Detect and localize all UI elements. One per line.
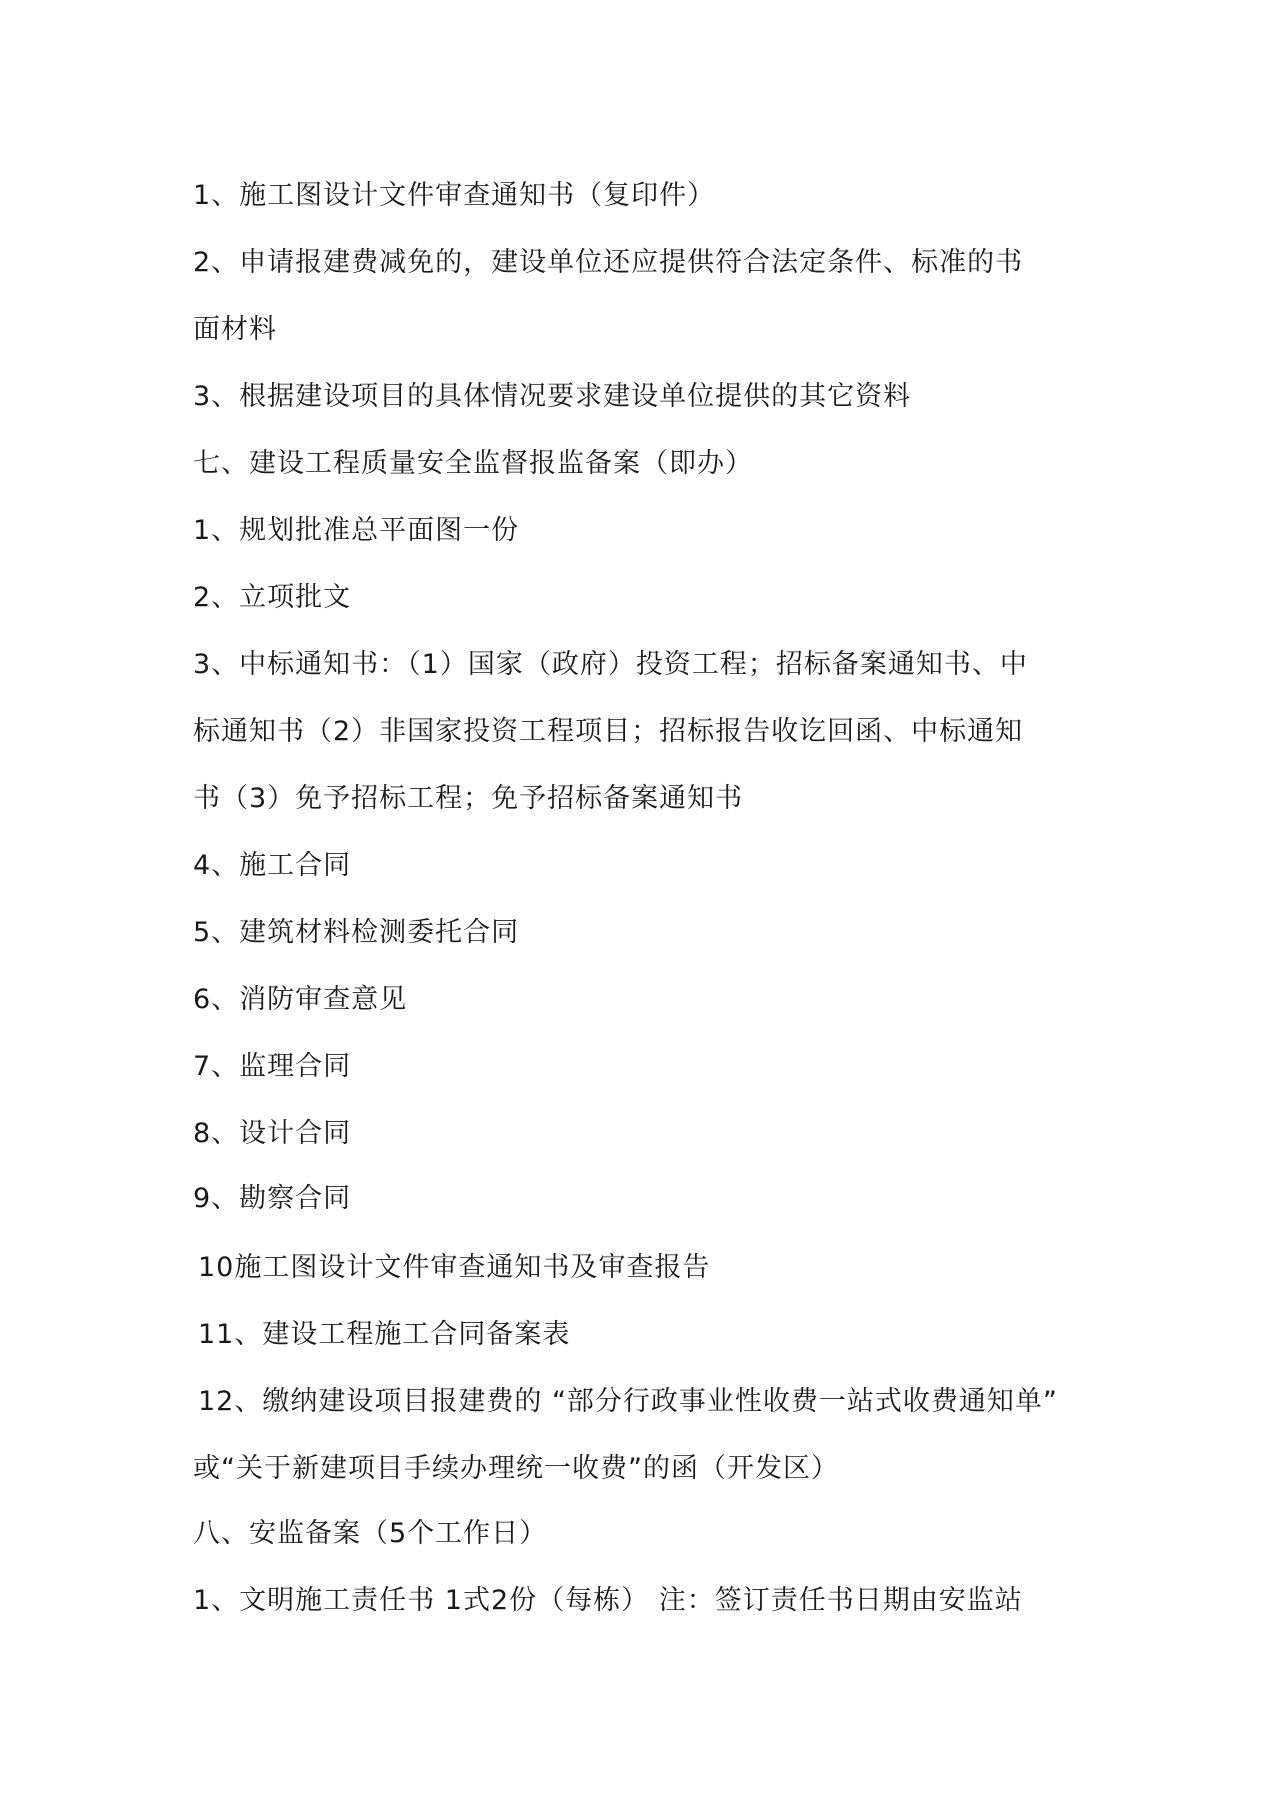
text-line: 6、消防审查意见 xyxy=(193,984,408,1015)
text-line: 12、缴纳建设项目报建费的 “部分行政事业性收费一站式收费通知单” xyxy=(198,1386,1058,1417)
section-heading: 八、安监备案（5个工作日） xyxy=(193,1518,548,1549)
text-line: 书（3）免予招标工程；免予招标备案通知书 xyxy=(193,783,744,814)
text-line: 1、施工图设计文件审查通知书（复印件） xyxy=(193,180,716,211)
text-line: 2、立项批文 xyxy=(193,582,352,613)
text-line: 11、建设工程施工合同备案表 xyxy=(198,1319,571,1350)
text-line: 面材料 xyxy=(193,314,277,345)
text-line: 标通知书（2）非国家投资工程项目；招标报告收讫回函、中标通知 xyxy=(193,716,1024,747)
text-line: 8、设计合同 xyxy=(193,1118,352,1149)
text-line: 1、规划批准总平面图一份 xyxy=(193,515,520,546)
text-line: 9、勘察合同 xyxy=(193,1183,352,1214)
text-line: 或“关于新建项目手续办理统一收费”的函（开发区） xyxy=(193,1453,839,1484)
text-line: 4、施工合同 xyxy=(193,850,352,881)
text-line: 2、申请报建费减免的，建设单位还应提供符合法定条件、标准的书 xyxy=(193,247,1024,278)
text-line: 3、中标通知书：（1）国家（政府）投资工程；招标备案通知书、中 xyxy=(193,649,1028,680)
text-line: 7、监理合同 xyxy=(193,1051,352,1082)
text-line: 5、建筑材料检测委托合同 xyxy=(193,917,520,948)
text-line: 3、根据建设项目的具体情况要求建设单位提供的其它资料 xyxy=(193,381,912,412)
text-line: 1、文明施工责任书 1式2份（每栋） 注：签订责任书日期由安监站 xyxy=(193,1585,1023,1616)
section-heading: 七、建设工程质量安全监督报监备案（即办） xyxy=(193,448,753,479)
text-line: 10施工图设计文件审查通知书及审查报告 xyxy=(198,1252,711,1283)
